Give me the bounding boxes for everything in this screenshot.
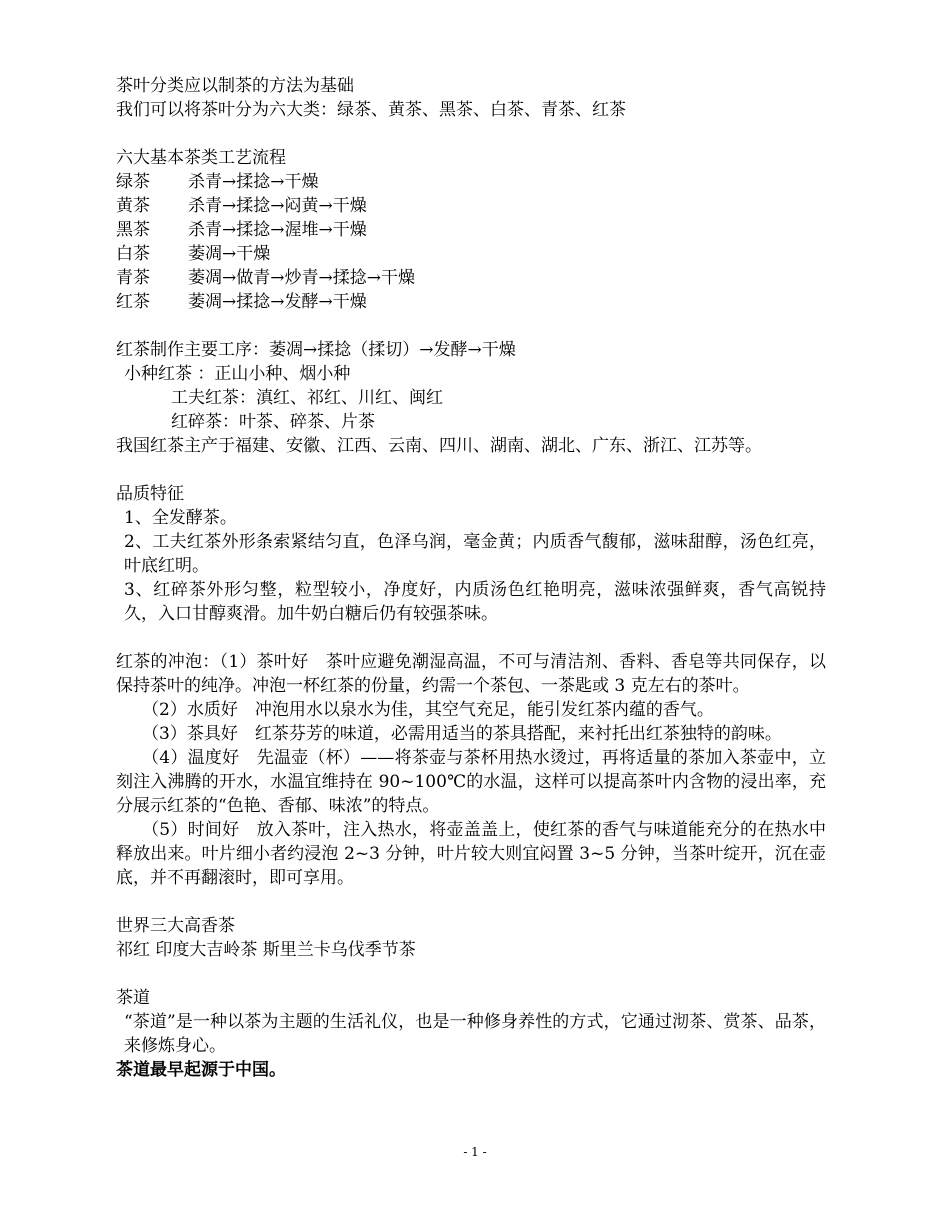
black-tea-gongfu: 工夫红茶：滇红、祁红、川红、闽红 xyxy=(171,388,443,408)
tea-ceremony-origin: 茶道最早起源于中国。 xyxy=(116,1060,286,1080)
intro-line-2: 我们可以将茶叶分为六大类：绿茶、黄茶、黑茶、白茶、青茶、红茶 xyxy=(116,100,626,120)
world-teas-title: 世界三大高香茶 xyxy=(116,916,235,936)
black-tea-souchong: 小种红茶 ：正山小种、烟小种 xyxy=(124,364,351,384)
tea-name: 白茶 xyxy=(116,244,150,264)
page-number: - 1 - xyxy=(463,1145,487,1159)
spacer xyxy=(116,122,826,146)
intro-line-1: 茶叶分类应以制茶的方法为基础 xyxy=(116,76,354,96)
tea-name: 黄茶 xyxy=(116,196,150,216)
brewing-paragraph-4: （4）温度好 先温壶（杯）——将茶壶与茶杯用热水烫过，再将适量的茶加入茶壶中，立刻注入沸腾的开水，水温宜维持在 90~100℃的水温，这样可以提高茶叶内含物的浸出率，充分展示红茶的“色艳、香郁、味浓”的特点。 xyxy=(116,748,826,816)
world-teas-list: 祁红 印度大吉岭茶 斯里兰卡乌伐季节茶 xyxy=(116,940,416,960)
tea-steps: 萎凋→干燥 xyxy=(188,244,271,264)
tea-name: 黑茶 xyxy=(116,220,150,240)
tea-steps: 萎凋→揉捻→发酵→干燥 xyxy=(188,292,367,312)
spacer xyxy=(116,314,826,338)
process-row xyxy=(116,194,826,218)
tea-steps: 杀青→揉捻→渥堆→干燥 xyxy=(188,220,367,240)
spacer xyxy=(116,890,826,914)
black-tea-broken: 红碎茶：叶茶、碎茶、片茶 xyxy=(171,412,375,432)
brewing-paragraph-3: （3）茶具好 红茶芬芳的味道，必需用适当的茶具搭配，来衬托出红茶独特的韵味。 xyxy=(142,724,782,744)
process-row xyxy=(116,170,826,194)
spacer xyxy=(116,626,826,650)
tea-ceremony-title: 茶道 xyxy=(116,988,150,1008)
process-row xyxy=(116,242,826,266)
spacer xyxy=(116,458,826,482)
brewing-paragraph-2: （2）水质好 冲泡用水以泉水为佳，其空气充足，能引发红茶内蕴的香气。 xyxy=(142,700,714,720)
black-tea-regions: 我国红茶主产于福建、安徽、江西、云南、四川、湖南、湖北、广东、浙江、江苏等。 xyxy=(116,436,762,456)
tea-name: 青茶 xyxy=(116,268,150,288)
tea-steps: 萎凋→做青→炒青→揉捻→干燥 xyxy=(188,268,415,288)
tea-name: 绿茶 xyxy=(116,172,150,192)
process-row xyxy=(116,218,826,242)
tea-steps: 杀青→揉捻→闷黄→干燥 xyxy=(188,196,367,216)
tea-ceremony-desc: “茶道”是一种以茶为主题的生活礼仪，也是一种修身养性的方式，它通过沏茶、赏茶、品茶，来修炼身心。 xyxy=(124,1012,826,1056)
quality-item-1: 1、全发酵茶。 xyxy=(124,508,237,528)
process-row xyxy=(116,290,826,314)
spacer xyxy=(116,962,826,986)
document-body xyxy=(116,74,826,1082)
process-title: 六大基本茶类工艺流程 xyxy=(116,148,286,168)
quality-item-2: 2、工夫红茶外形条索紧结匀直，色泽乌润，毫金黄；内质香气馥郁，滋味甜醇，汤色红亮，叶底红明。 xyxy=(124,532,826,576)
quality-item-3: 3、红碎茶外形匀整，粒型较小，净度好，内质汤色红艳明亮，滋味浓强鲜爽，香气高锐持久，入口甘醇爽滑。加牛奶白糖后仍有较强茶味。 xyxy=(124,580,826,624)
quality-title: 品质特征 xyxy=(116,484,184,504)
brewing-paragraph-1: 红茶的冲泡：（1）茶叶好 茶叶应避免潮湿高温，不可与清洁剂、香料、香皂等共同保存，以保持茶叶的纯净。冲泡一杯红茶的份量，约需一个茶包、一茶匙或 3 克左右的茶叶。 xyxy=(116,652,826,696)
process-row xyxy=(116,266,826,290)
tea-name: 红茶 xyxy=(116,292,150,312)
tea-steps: 杀青→揉捻→干燥 xyxy=(188,172,319,192)
black-tea-process: 红茶制作主要工序：萎凋→揉捻（揉切）→发酵→干燥 xyxy=(116,340,516,360)
brewing-paragraph-5: （5）时间好 放入茶叶，注入热水，将壶盖盖上，使红茶的香气与味道能充分的在热水中释放出来。叶片细小者约浸泡 2~3 分钟，叶片较大则宜闷置 3~5 分钟，当茶叶绽开，沉在壶底，并不再翻滚时，即可享用。 xyxy=(116,820,826,888)
